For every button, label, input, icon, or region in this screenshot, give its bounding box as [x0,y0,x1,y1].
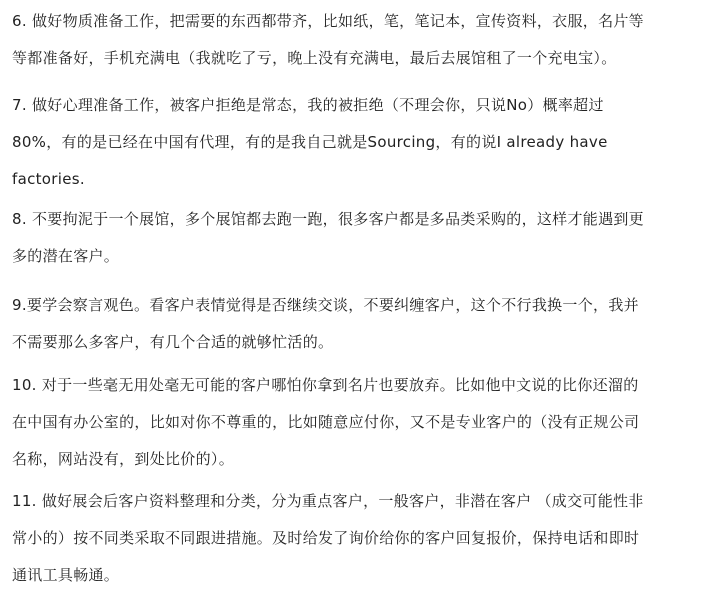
text-line: 10. 对于一些毫无用处毫无可能的客户哪怕你拿到名片也要放弃。比如他中文说的比你还溜的 [12,376,639,394]
text-line: 不需要那么多客户，有几个合适的就够忙活的。 [12,333,334,351]
text-line: 名称，网站没有，到处比价的）。 [12,450,235,468]
text-line: 6. 做好物质准备工作，把需要的东西都带齐，比如纸，笔，笔记本，宣传资料，衣服，名片等 [12,12,644,30]
text-line: 常小的）按不同类采取不同跟进措施。及时给发了询价给你的客户回复报价，保持电话和即时 [12,529,640,547]
text-line: 8. 不要拘泥于一个展馆，多个展馆都去跑一跑，很多客户都是多品类采购的，这样才能遇到更 [12,210,644,228]
text-line: 多的潜在客户。 [12,247,120,265]
paragraph-8 [12,210,696,266]
paragraph-10 [12,376,696,469]
text-line: 80%，有的是已经在中国有代理，有的是我自己就是Sourcing，有的说I already have [12,133,608,151]
text-line: 7. 做好心理准备工作，被客户拒绝是常态，我的被拒绝（不理会你，只说No）概率超过 [12,96,604,114]
text-line: factories. [12,170,85,188]
text-line: 等都准备好，手机充满电（我就吃了亏，晚上没有充满电，最后去展馆租了一个充电宝）。 [12,49,617,67]
paragraph-7 [12,96,696,189]
text-line: 通讯工具畅通。 [12,566,120,584]
paragraph-11 [12,492,696,585]
text-line: 在中国有办公室的，比如对你不尊重的，比如随意应付你，又不是专业客户的（没有正规公司 [12,413,640,431]
text-line: 11. 做好展会后客户资料整理和分类，分为重点客户，一般客户，非潜在客户 （成交可能性非 [12,492,644,510]
paragraph-9 [12,296,696,352]
text-line: 9.要学会察言观色。看客户表情觉得是否继续交谈，不要纠缠客户，这个不行我换一个，我并 [12,296,639,314]
paragraph-6 [12,12,696,68]
